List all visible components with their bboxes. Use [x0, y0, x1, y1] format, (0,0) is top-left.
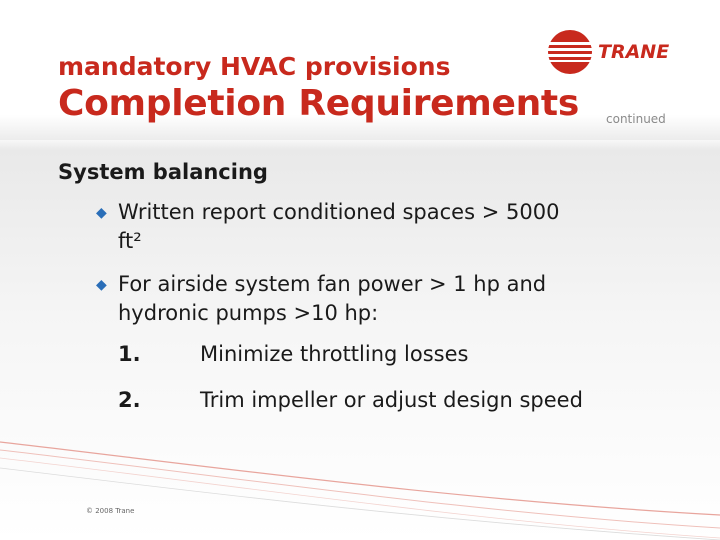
item-number: 2.: [118, 388, 141, 412]
item-text: Minimize throttling losses: [200, 342, 469, 366]
bullet-text-line1: For airside system fan power > 1 hp and: [118, 272, 547, 296]
continued-label: continued: [606, 112, 666, 126]
copyright-text: © 2008 Trane: [86, 507, 135, 515]
bullet-text-line2: hydronic pumps >10 hp:: [118, 301, 379, 325]
diamond-bullet-icon: ◆: [96, 205, 107, 221]
slide-title: Completion Requirements: [58, 83, 579, 124]
bullet-item: [96, 198, 656, 255]
slide-subtitle: mandatory HVAC provisions: [58, 52, 451, 81]
bullet-text-line1: Written report conditioned spaces > 5000: [118, 200, 560, 224]
diamond-bullet-icon: ◆: [96, 277, 107, 293]
item-number: 1.: [118, 342, 141, 366]
trane-logo: [546, 28, 686, 76]
bullet-item: [96, 270, 656, 327]
numbered-item: [118, 388, 583, 412]
bullet-text-line2: ft²: [118, 229, 142, 253]
section-heading: System balancing: [58, 160, 268, 184]
decorative-swoosh: [0, 420, 720, 540]
item-text: Trim impeller or adjust design speed: [200, 388, 583, 412]
trane-circle-logo-icon: [548, 30, 592, 74]
logo-text: TRANE: [598, 41, 670, 63]
numbered-item: [118, 342, 468, 366]
